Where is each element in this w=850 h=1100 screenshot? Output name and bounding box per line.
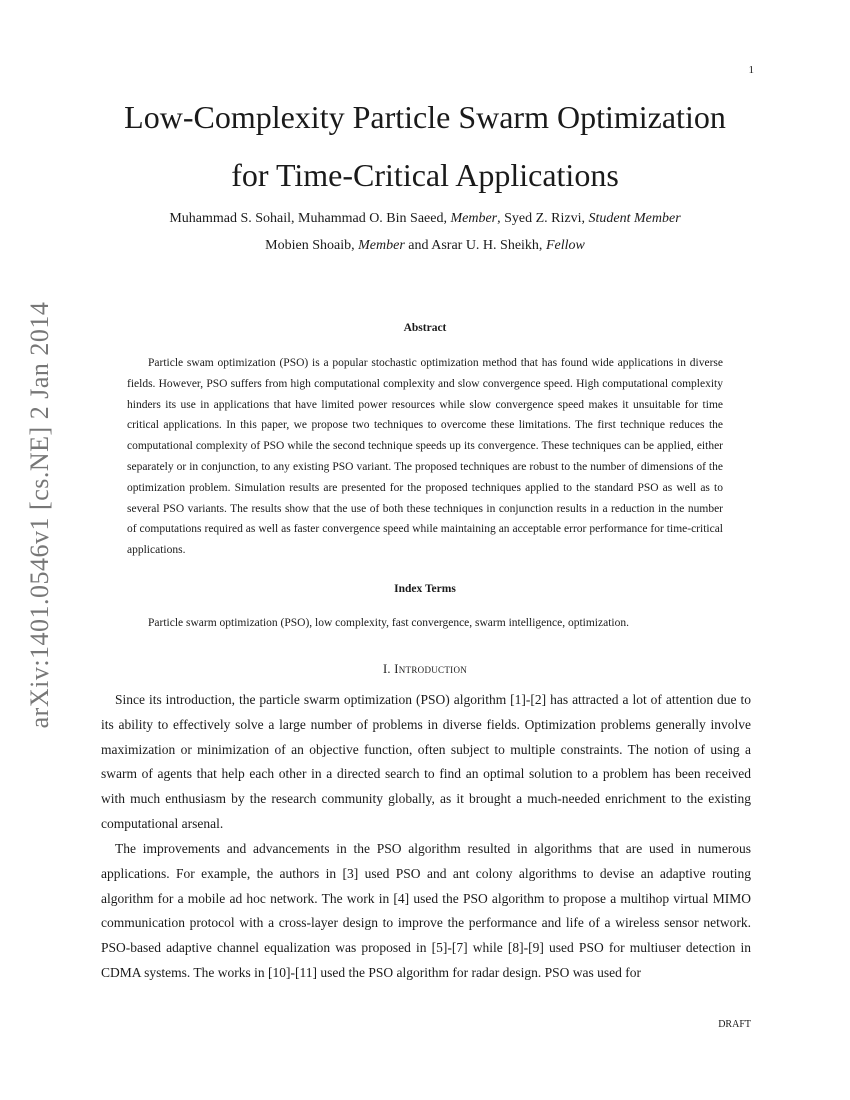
paper-title	[60, 88, 790, 204]
author-list	[60, 205, 790, 259]
arxiv-identifier: arXiv:1401.0546v1 [cs.NE] 2 Jan 2014	[25, 301, 54, 729]
author-role: Fellow	[545, 238, 585, 253]
author-line-1	[60, 205, 790, 232]
author-names: and Asrar U. H. Sheikh,	[404, 238, 546, 253]
body-paragraph: Since its introduction, the particle swarm optimization (PSO) algorithm [1]-[2] has attracted a lot of attention due to its ability to effectively solve a large number of problems in diverse fields. Optimization problems generally involve maximization or minimization of an objective function, often subject to multiple constraints. The notion of using a swarm of agents that help each other in a directed search to find an optimal solution to a problem has been received with much enthusiasm by the research community globally, as it brought a much-needed enrichment to the existing computational arsenal.	[101, 692, 751, 831]
section-number: I.	[382, 662, 395, 676]
index-terms-text: Particle swarm optimization (PSO), low complexity, fast convergence, swarm intelligence, optimization.	[148, 617, 629, 629]
abstract-text: Particle swam optimization (PSO) is a popular stochastic optimization method that has found wide applications in diverse fields. However, PSO suffers from high computational complexity and slow convergence speed. High computational complexity hinders its use in applications that have limited power resources while slow convergence speed makes it unsuitable for time critical applications. In this paper, we propose two techniques to overcome these limitations. The first technique reduces the computational complexity of PSO while the second technique speeds up its convergence. These techniques can be applied, either separately or in conjunction, to any existing PSO variant. The proposed techniques are robust to the number of dimensions of the optimization problem. Simulation results are presented for the proposed techniques applied to the standard PSO as well as to several PSO variants. The results show that the use of both these techniques in conjunction results in a reduction in the number of computations required as well as faster convergence speed while maintaining an acceptable error performance for time-critical applications.	[127, 357, 723, 557]
author-line-2	[60, 232, 790, 259]
author-role: Member	[450, 211, 498, 226]
author-names: Mobien Shoaib,	[265, 238, 359, 253]
author-role: Student Member	[588, 211, 681, 226]
author-names: Muhammad S. Sohail, Muhammad O. Bin Saeed,	[169, 211, 451, 226]
title-line-1: Low-Complexity Particle Swarm Optimization	[124, 99, 726, 135]
author-role: Member	[358, 238, 405, 253]
title-line-2: for Time-Critical Applications	[231, 157, 619, 193]
draft-footer: DRAFT	[718, 1019, 751, 1030]
author-names: , Syed Z. Rizvi,	[497, 211, 589, 226]
index-terms-heading: Index Terms	[394, 583, 456, 595]
section-title: Introduction	[394, 662, 468, 676]
page-number: 1	[748, 64, 754, 76]
abstract-heading: Abstract	[403, 322, 447, 334]
section-heading	[100, 662, 750, 677]
body-paragraph: The improvements and advancements in the PSO algorithm resulted in algorithms that are used in numerous applications. For example, the authors in [3] used PSO and ant colony algorithms to devise an adaptive routing algorithm for a mobile ad hoc network. The work in [4] used the PSO algorithm to propose a multihop virtual MIMO communication protocol with a cross-layer design to improve the performance and life of a wireless sensor network. PSO-based adaptive channel equalization was proposed in [5]-[7] while [8]-[9] used PSO for multiuser detection in CDMA systems. The works in [10]-[11] used the PSO algorithm for radar design. PSO was used for	[101, 841, 751, 980]
